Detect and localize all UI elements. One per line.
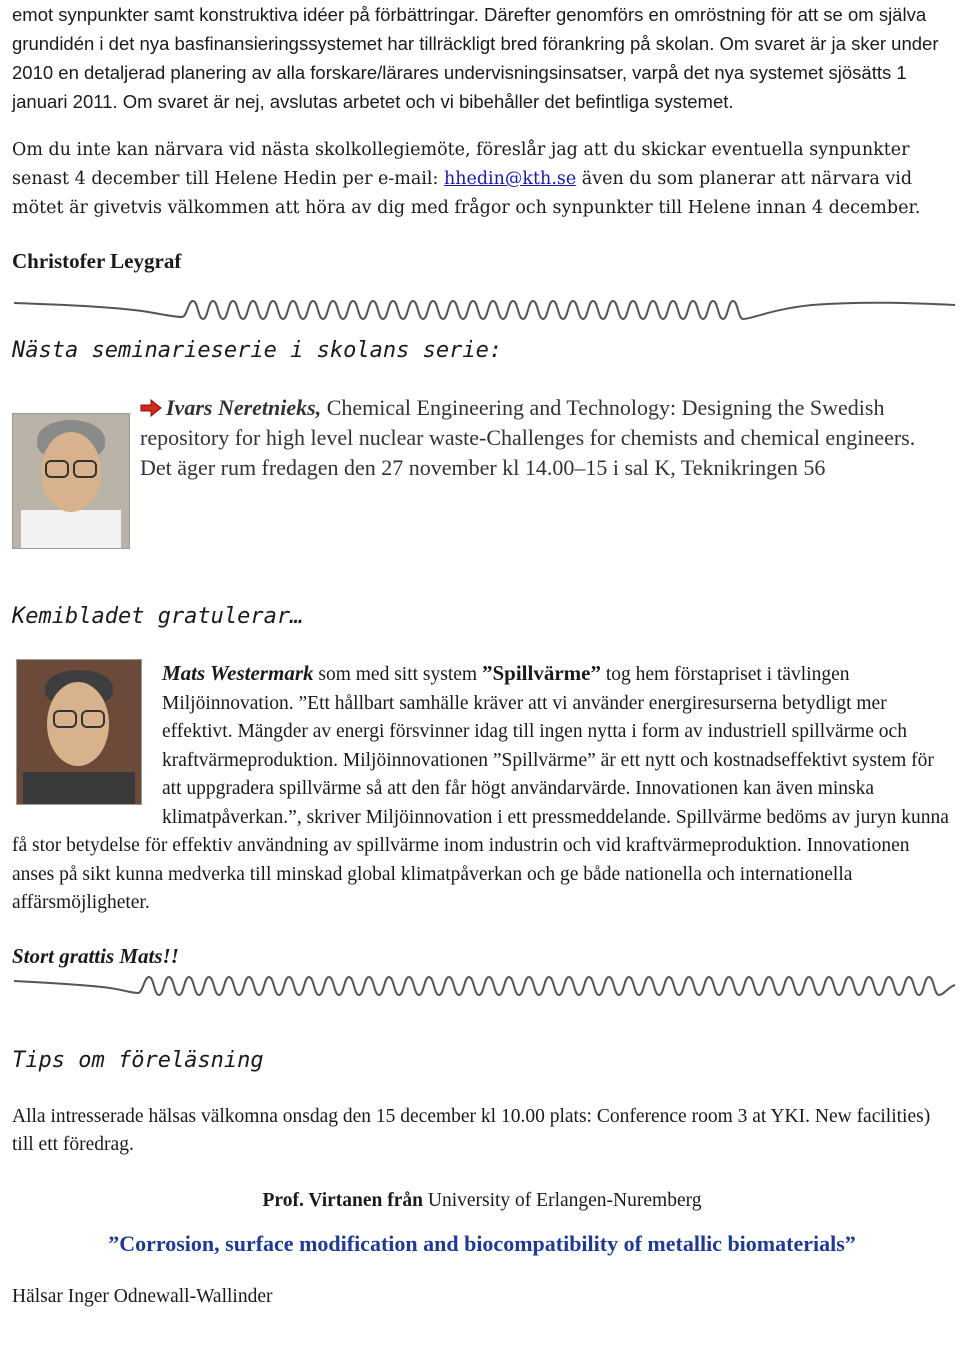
congrats-text-2: tog hem förstapriset i tävlingen Miljöinnovation. ”Ett hållbart samhälle kräver att vi använder energiresurserna betydligt mer effektivt. Mängder av energi försvinner idag till ingen nytta i form av industriell spillvärme och kraftvärmeproduktion. Miljöinnovationen ”Spillvärme” är ett nytt och kostnadseffektivt system för att uppgradera spillvärme så att den får högt användarvärde. Innovationen kan även minska klimatpåverkan.”, skriver Miljöinnovation i ett pressmeddelande. Spillvärme bedöms av juryn kunna få stor betydelse för effektiv användning av spillvärme inom industrin och vid kraftvärmeproduktion. Innovationen anses på sikt kunna medverka till minskad global klimatpåverkan och ge både nationella och internationella affärsmöjligheter. [12, 664, 949, 913]
speaker-name: Ivars Neretnieks, [166, 395, 322, 420]
seminar-text [140, 393, 952, 483]
sign-off: Hälsar Inger Odnewall-Wallinder [12, 1285, 273, 1307]
contact-paragraph [12, 136, 952, 223]
arrow-right-icon [140, 399, 162, 417]
contact-text-after: även du som planerar att närvara vid mötet är givetvis välkommen att höra av dig med frågor och synpunkter till Helene innan 4 december. [12, 169, 921, 218]
wave-divider-2 [12, 973, 957, 999]
seminar-heading: Nästa seminarieserie i skolans serie: [12, 338, 503, 363]
congrats-closing: Stort grattis Mats!! [12, 943, 179, 968]
seminar-description: Chemical Engineering and Technology: Designing the Swedish repository for high level nuclear waste-Challenges for chemists and chemical engineers. Det äger rum fredagen den 27 november kl 14.00–15 i sal K, Teknikringen 56 [140, 395, 916, 480]
congrats-block [12, 659, 952, 918]
congrats-text [12, 659, 952, 918]
lecture-speaker [12, 1187, 952, 1215]
congrats-text-1: som med sitt system [313, 664, 482, 685]
speaker-bold: Prof. Virtanen från [262, 1189, 423, 1211]
lecture-heading: Tips om föreläsning [12, 1047, 264, 1073]
intro-paragraph: emot synpunkter samt konstruktiva idéer på förbättringar. Därefter genomförs en omröstning för att se om själva grundidén i det nya basfinansieringssystemet har tillräckligt bred förankring på skolan. Om svaret är ja sker under 2010 en detaljerad planering av alla forskare/lärares undervisningsinsatser, varpå det nya systemet sjösätts 1 januari 2011. Om svaret är nej, avslutas arbetet och vi bibehåller det befintliga systemet. [12, 4, 939, 112]
seminar-block [12, 393, 952, 549]
lecture-text: Alla intresserade hälsas välkomna onsdag den 15 december kl 10.00 plats: Conference room 3 at YKI. New facilities) till ett föredrag. [12, 1105, 931, 1155]
wave-divider [12, 297, 957, 323]
author-signature: Christofer Leygraf [12, 249, 182, 273]
winner-photo [16, 659, 142, 805]
lecture-title: ”Corrosion, surface modification and biocompatibility of metallic biomaterials” [108, 1230, 856, 1256]
winner-name: Mats Westermark [162, 661, 314, 685]
email-link[interactable]: hhedin@kth.se [443, 169, 577, 189]
system-name: ”Spillvärme” [481, 661, 601, 685]
newsletter-page [12, 0, 952, 1311]
contact-text-before: Om du inte kan närvara vid nästa skolkollegiemöte, föreslår jag att du skickar eventuella synpunkter senast 4 december till Helene Hedin per e-mail: [12, 140, 910, 189]
speaker-photo [12, 413, 130, 549]
speaker-affiliation: University of Erlangen-Nuremberg [422, 1189, 702, 1211]
congrats-heading: Kemibladet gratulerar… [12, 604, 304, 629]
